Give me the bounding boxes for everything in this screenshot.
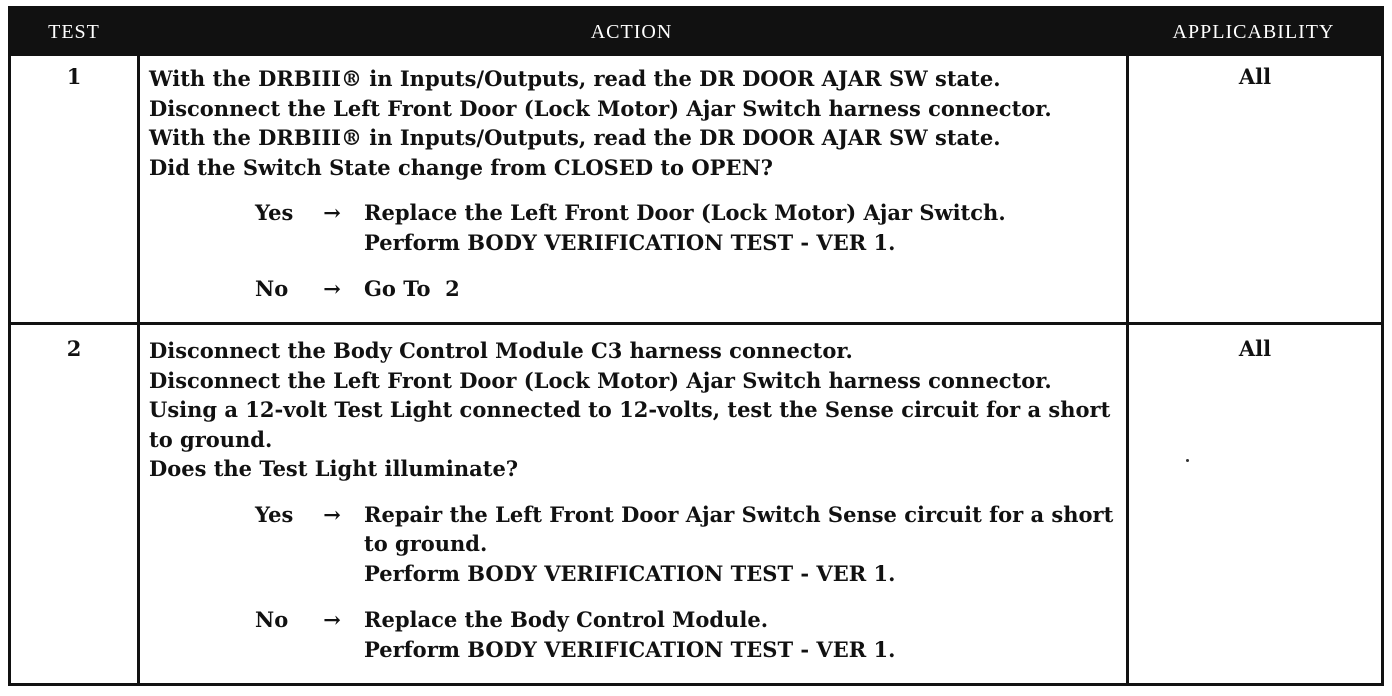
response-line: Replace the Left Front Door (Lock Motor) Ajar Switch. <box>364 200 1006 225</box>
response-text <box>364 500 1124 589</box>
table-row <box>11 328 1381 686</box>
yes-label: Yes <box>255 200 294 225</box>
no-label: No <box>255 607 289 632</box>
yes-response <box>255 198 1124 257</box>
action-step: Using a 12-volt Test Light connected to 12-volts, test the Sense circuit for a short to ground. <box>149 397 1111 452</box>
no-response <box>255 274 1124 304</box>
no-label: No <box>255 276 289 301</box>
test-number: 1 <box>66 64 82 89</box>
arrow-right-icon: → <box>323 607 341 632</box>
table-header <box>11 9 1381 56</box>
response-line: Perform BODY VERIFICATION TEST - VER 1. <box>364 560 896 586</box>
action-step: With the DRBIII® in Inputs/Outputs, read the DR DOOR AJAR SW state. <box>149 66 1001 91</box>
response-line: Perform BODY VERIFICATION TEST - VER 1. <box>364 636 896 662</box>
header-test: TEST <box>48 21 100 43</box>
table-row <box>11 56 1381 325</box>
action-step: Disconnect the Body Control Module C3 harness connector. <box>149 338 853 363</box>
action-cell <box>149 64 1124 304</box>
header-applicability: APPLICABILITY <box>1172 21 1335 43</box>
arrow-right-icon: → <box>323 276 341 301</box>
action-cell <box>149 336 1124 664</box>
scan-speck <box>1186 459 1189 462</box>
table-grid <box>11 9 1381 683</box>
response-line: Perform BODY VERIFICATION TEST - VER 1. <box>364 229 896 255</box>
response-line: Go To 2 <box>364 276 460 301</box>
arrow-right-icon: → <box>323 200 341 225</box>
response-line: Repair the Left Front Door Ajar Switch Sense circuit for a short to ground. <box>364 501 1114 556</box>
applicability-value: All <box>1238 336 1272 361</box>
no-response <box>255 605 1124 664</box>
yes-response <box>255 500 1124 589</box>
response-line: Replace the Body Control Module. <box>364 607 769 632</box>
action-step: Disconnect the Left Front Door (Lock Motor) Ajar Switch harness connector. <box>149 95 1052 121</box>
action-step: With the DRBIII® in Inputs/Outputs, read the DR DOOR AJAR SW state. <box>149 125 1001 150</box>
header-action: ACTION <box>590 21 673 43</box>
action-step: Disconnect the Left Front Door (Lock Motor) Ajar Switch harness connector. <box>149 367 1052 393</box>
response-text <box>364 605 1124 664</box>
action-step: Does the Test Light illuminate? <box>149 456 519 481</box>
test-number: 2 <box>66 336 82 361</box>
action-step: Did the Switch State change from CLOSED to OPEN? <box>149 154 773 180</box>
yes-label: Yes <box>255 501 294 527</box>
diagnostic-test-table <box>8 6 1384 686</box>
applicability-value: All <box>1238 64 1272 89</box>
arrow-right-icon: → <box>323 501 341 527</box>
response-text <box>364 198 1124 257</box>
